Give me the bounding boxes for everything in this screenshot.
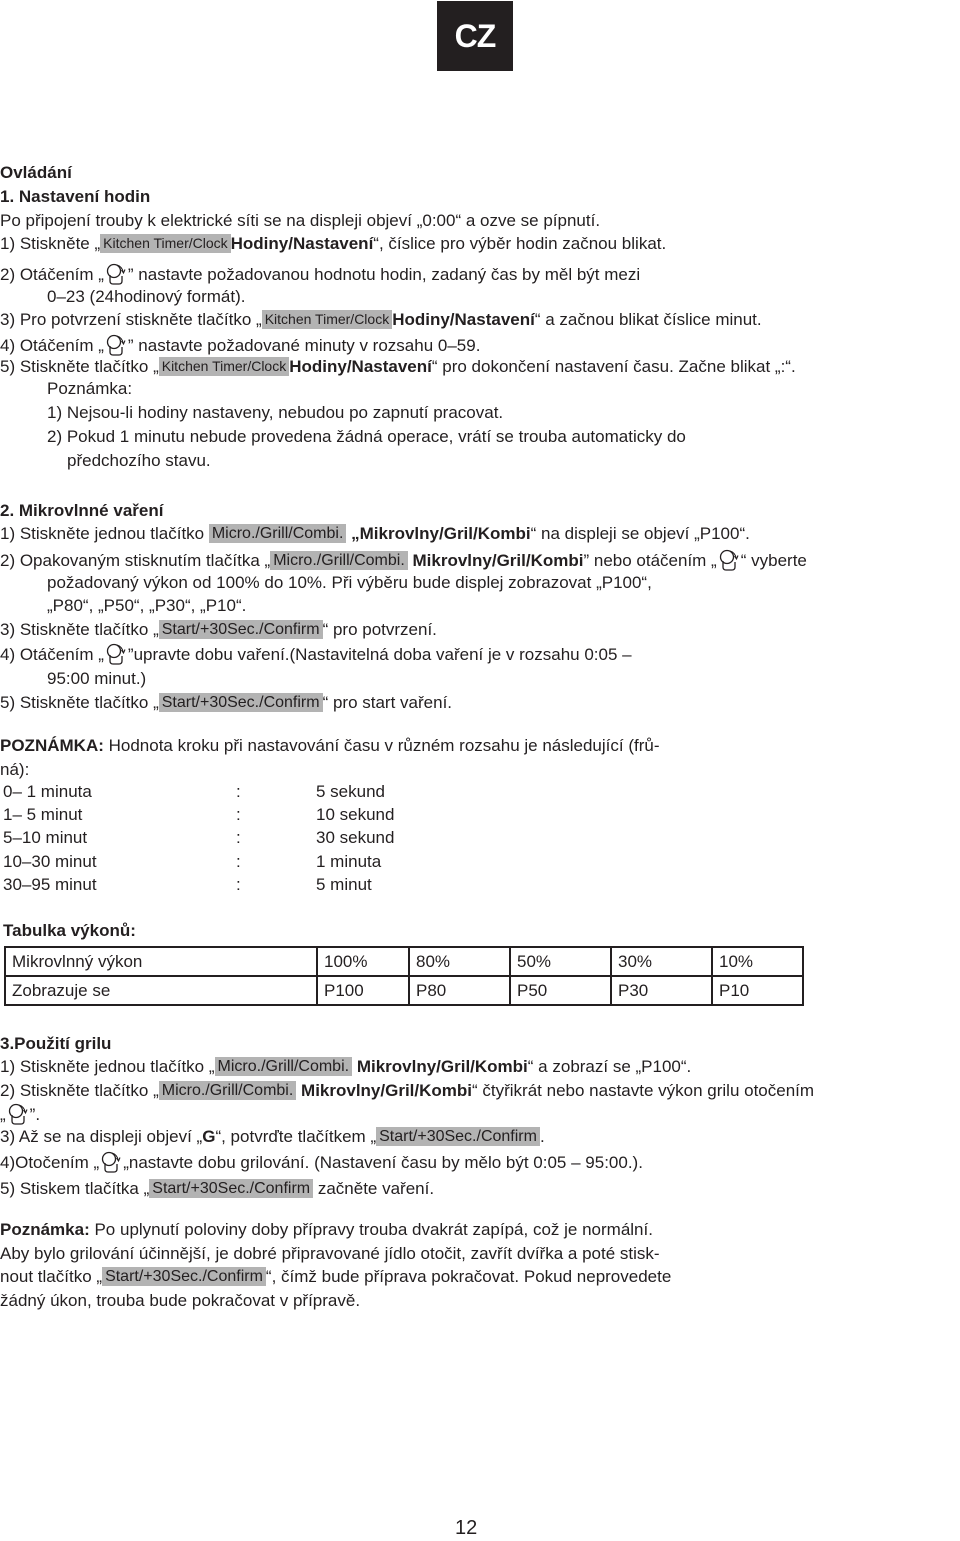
s1-step2: 2) Otáčením „ ” nastavte požadovanou hodnotu hodin, zadaný čas by měl být mezi xyxy=(0,262,640,286)
table-row xyxy=(5,976,803,1005)
kitchen-timer-clock-button: Kitchen Timer/Clock xyxy=(159,357,289,376)
s2-title: 2. Mikrovlnné vaření xyxy=(0,501,164,520)
table-cell: P30 xyxy=(611,976,712,1005)
start-30sec-confirm-button: Start/+30Sec./Confirm xyxy=(149,1179,313,1198)
s3-step3: 3) Až se na displeji objeví „G“, potvrďte tlačítkem „ Start/+30Sec./Confirm . xyxy=(0,1127,545,1146)
final-note-3: nout tlačítko „ Start/+30Sec./Confirm “, čímž bude příprava pokračovat. Pokud neprovedete xyxy=(0,1267,672,1286)
step-range: 10–30 minut xyxy=(3,852,97,871)
kitchen-timer-clock-button: Kitchen Timer/Clock xyxy=(262,310,392,329)
s2-step4: 4) Otáčením „ ”upravte dobu vaření.(Nastavitelná doba vaření je v rozsahu 0:05 – xyxy=(0,642,632,666)
s2-step2-cont1: požadovaný výkon od 100% do 10%. Při výběru bude displej zobrazovat „P100“, xyxy=(47,573,652,592)
s1-step4: 4) Otáčením „ ” nastavte požadované minuty v rozsahu 0–59. xyxy=(0,333,480,357)
s1-note1: 1) Nejsou-li hodiny nastaveny, nebudou po zapnutí pracovat. xyxy=(47,403,504,422)
s3-step1: 1) Stiskněte jednou tlačítko „ Micro./Grill/Combi. Mikrovlny/Gril/Kombi“ a zobrazí se „P100“. xyxy=(0,1057,692,1076)
power-table xyxy=(4,946,804,1006)
final-note-1: Poznámka: Po uplynutí poloviny doby přípravy trouba dvakrát zapípá, což je normální. xyxy=(0,1220,653,1239)
s2-step1: 1) Stiskněte jednou tlačítko Micro./Grill/Combi. „Mikrovlny/Gril/Kombi“ na displeji se objeví „P100“. xyxy=(0,524,750,543)
s2-step2-cont2: „P80“, „P50“, „P30“, „P10“. xyxy=(47,596,247,615)
step-sep: : xyxy=(236,782,241,801)
kitchen-timer-clock-button: Kitchen Timer/Clock xyxy=(100,234,230,253)
s2-step3: 3) Stiskněte tlačítko „ Start/+30Sec./Confirm “ pro potvrzení. xyxy=(0,620,437,639)
table-cell: 30% xyxy=(611,947,712,976)
step-sep: : xyxy=(236,875,241,894)
step-value: 5 minut xyxy=(316,875,372,894)
final-note-2: Aby bylo grilování účinnější, je dobré připravované jídlo otočit, zavřít dvířka a poté stisk- xyxy=(0,1244,660,1263)
start-30sec-confirm-button: Start/+30Sec./Confirm xyxy=(376,1127,540,1146)
s3-step4: 4)Otočením „ „nastavte dobu grilování. (Nastavení času by mělo být 0:05 – 95:00.). xyxy=(0,1150,643,1174)
table-cell: 100% xyxy=(317,947,409,976)
step-range: 30–95 minut xyxy=(3,875,97,894)
rotary-knob-icon xyxy=(99,1150,123,1174)
step-value: 30 sekund xyxy=(316,828,395,847)
start-30sec-confirm-button: Start/+30Sec./Confirm xyxy=(159,693,323,712)
table-row xyxy=(5,947,803,976)
section-heading: Ovládání xyxy=(0,163,72,182)
s3-step2: 2) Stiskněte tlačítko „ Micro./Grill/Combi. Mikrovlny/Gril/Kombi“ čtyřikrát nebo nastavte výkon grilu otočením xyxy=(0,1081,815,1100)
start-30sec-confirm-button: Start/+30Sec./Confirm xyxy=(102,1267,266,1286)
step-sep: : xyxy=(236,828,241,847)
step-note: POZNÁMKA: Hodnota kroku při nastavování času v různém rozsahu je následující (frů- xyxy=(0,736,660,755)
s1-step2-cont: 0–23 (24hodinový formát). xyxy=(47,287,246,306)
s1-note2: 2) Pokud 1 minutu nebude provedena žádná operace, vrátí se trouba automaticky do xyxy=(47,427,686,446)
table-cell: 80% xyxy=(409,947,510,976)
rotary-knob-icon xyxy=(104,333,128,357)
rotary-knob-icon xyxy=(717,548,741,572)
s1-note-title: Poznámka: xyxy=(47,379,133,398)
rotary-knob-icon xyxy=(6,1102,30,1126)
micro-grill-combi-button: Micro./Grill/Combi. xyxy=(159,1081,297,1100)
step-range: 1– 5 minut xyxy=(3,805,83,824)
power-table-title: Tabulka výkonů: xyxy=(3,921,136,940)
s1-intro: Po připojení trouby k elektrické síti se na displeji objeví „0:00“ a ozve se pípnutí. xyxy=(0,211,601,230)
language-badge: CZ xyxy=(437,1,513,71)
step-note-cont: ná): xyxy=(0,760,30,779)
s2-step5: 5) Stiskněte tlačítko „ Start/+30Sec./Confirm “ pro start vaření. xyxy=(0,693,453,712)
s3-step5: 5) Stiskem tlačítka „ Start/+30Sec./Confirm začněte vaření. xyxy=(0,1179,435,1198)
table-cell: P10 xyxy=(712,976,803,1005)
s1-note2-cont: předchozího stavu. xyxy=(67,451,211,470)
table-cell: Mikrovlnný výkon xyxy=(5,947,317,976)
table-cell: P80 xyxy=(409,976,510,1005)
step-sep: : xyxy=(236,805,241,824)
s1-step3: 3) Pro potvrzení stiskněte tlačítko „ Kitchen Timer/Clock Hodiny/Nastavení“ a začnou blikat číslice minut. xyxy=(0,310,762,329)
micro-grill-combi-button: Micro./Grill/Combi. xyxy=(270,551,408,570)
step-value: 10 sekund xyxy=(316,805,395,824)
start-30sec-confirm-button: Start/+30Sec./Confirm xyxy=(159,620,323,639)
micro-grill-combi-button: Micro./Grill/Combi. xyxy=(209,524,347,543)
s1-title: 1. Nastavení hodin xyxy=(0,187,151,206)
table-cell: 50% xyxy=(510,947,611,976)
micro-grill-combi-button: Micro./Grill/Combi. xyxy=(215,1057,353,1076)
s2-step4-cont: 95:00 minut.) xyxy=(47,669,147,688)
final-note-4: žádný úkon, trouba bude pokračovat v přípravě. xyxy=(0,1291,361,1310)
table-cell: P50 xyxy=(510,976,611,1005)
table-cell: 10% xyxy=(712,947,803,976)
step-value: 5 sekund xyxy=(316,782,385,801)
rotary-knob-icon xyxy=(104,262,128,286)
s2-step2: 2) Opakovaným stisknutím tlačítka „ Micro./Grill/Combi. Mikrovlny/Gril/Kombi” nebo otáčením „ “ vyberte xyxy=(0,548,807,572)
rotary-knob-icon xyxy=(104,642,128,666)
s3-title: 3.Použití grilu xyxy=(0,1034,112,1053)
table-cell: P100 xyxy=(317,976,409,1005)
s3-step2-cont: „ ”. xyxy=(0,1102,40,1126)
s1-step1: 1) Stiskněte „ Kitchen Timer/Clock Hodiny/Nastavení“, číslice pro výběr hodin začnou blikat. xyxy=(0,234,667,253)
step-range: 0– 1 minuta xyxy=(3,782,92,801)
table-cell: Zobrazuje se xyxy=(5,976,317,1005)
page-number: 12 xyxy=(455,1517,478,1539)
s1-step5: 5) Stiskněte tlačítko „ Kitchen Timer/Clock Hodiny/Nastavení“ pro dokončení nastavení času. Začne blikat „:“. xyxy=(0,357,796,376)
step-range: 5–10 minut xyxy=(3,828,88,847)
step-value: 1 minuta xyxy=(316,852,382,871)
step-sep: : xyxy=(236,852,241,871)
